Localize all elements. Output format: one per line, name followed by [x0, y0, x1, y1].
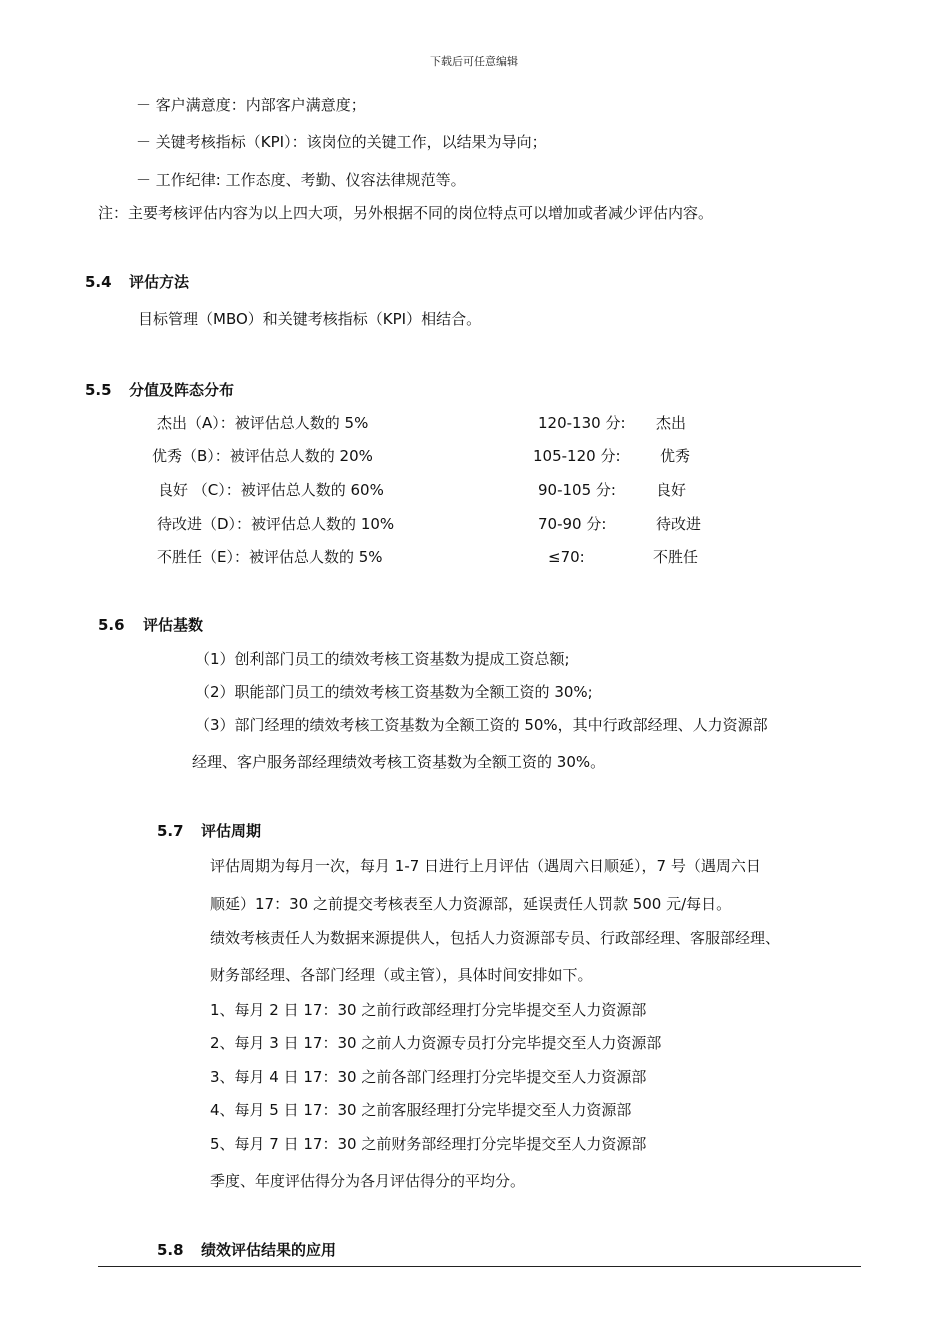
distribution-range: ≤70: [548, 548, 585, 566]
section-number: 5.4 [85, 273, 112, 291]
section-number: 5.5 [85, 381, 112, 399]
distribution-grade: 待改进 [656, 515, 702, 533]
section-number: 5.7 [157, 822, 184, 840]
paragraph: 目标管理（MBO）和关键考核指标（KPI）相结合。 [138, 310, 482, 328]
schedule-item: 4、每月 5 日 17：30 之前客服经理打分完毕提交至人力资源部 [210, 1101, 632, 1119]
section-heading: 评估基数 [143, 616, 204, 634]
bullet-item: － 关键考核指标（KPI）：该岗位的关键工作，以结果为导向； [136, 133, 547, 151]
distribution-label: 杰出（A）：被评估总人数的 5% [157, 414, 369, 432]
section-heading: 评估周期 [201, 822, 262, 840]
bullet-item: － 工作纪律: 工作态度、考勤、仪容法律规范等。 [136, 171, 466, 189]
paragraph-line: 顺延）17：30 之前提交考核表至人力资源部，延误责任人罚款 500 元/每日。 [210, 895, 732, 913]
schedule-item: 2、每月 3 日 17：30 之前人力资源专员打分完毕提交至人力资源部 [210, 1034, 662, 1052]
page-header: 下载后可任意编辑 [430, 55, 518, 68]
section-heading: 评估方法 [129, 273, 190, 291]
paragraph-line: 评估周期为每月一次，每月 1-7 日进行上月评估（遇周六日顺延），7 号（遇周六日 [210, 857, 761, 875]
distribution-range: 90-105 分: [538, 481, 616, 499]
paragraph-line: （1）创利部门员工的绩效考核工资基数为提成工资总额; [195, 650, 570, 668]
distribution-grade: 良好 [656, 481, 687, 499]
distribution-range: 105-120 分: [533, 447, 621, 465]
paragraph-line: 经理、客户服务部经理绩效考核工资基数为全额工资的 30%。 [192, 753, 606, 771]
distribution-label: 待改进（D）：被评估总人数的 10% [157, 515, 395, 533]
section-heading: 分值及阵态分布 [129, 381, 235, 399]
footer-divider [98, 1266, 861, 1267]
distribution-range: 70-90 分: [538, 515, 607, 533]
paragraph-line: （3）部门经理的绩效考核工资基数为全额工资的 50%，其中行政部经理、人力资源部 [195, 716, 768, 734]
distribution-range: 120-130 分: [538, 414, 626, 432]
distribution-grade: 杰出 [656, 414, 687, 432]
schedule-item: 1、每月 2 日 17：30 之前行政部经理打分完毕提交至人力资源部 [210, 1001, 647, 1019]
paragraph-line: 绩效考核责任人为数据来源提供人，包括人力资源部专员、行政部经理、客服部经理、 [210, 929, 781, 947]
paragraph-line: 财务部经理、各部门经理（或主管），具体时间安排如下。 [210, 966, 593, 984]
schedule-item: 5、每月 7 日 17：30 之前财务部经理打分完毕提交至人力资源部 [210, 1135, 647, 1153]
distribution-grade: 不胜任 [653, 548, 699, 566]
paragraph-line: （2）职能部门员工的绩效考核工资基数为全额工资的 30%; [195, 683, 593, 701]
bullet-item: － 客户满意度：内部客户满意度； [136, 96, 366, 114]
paragraph-line: 季度、年度评估得分为各月评估得分的平均分。 [210, 1172, 526, 1190]
distribution-label: 不胜任（E）：被评估总人数的 5% [157, 548, 383, 566]
section-number: 5.8 [157, 1241, 184, 1259]
schedule-item: 3、每月 4 日 17：30 之前各部门经理打分完毕提交至人力资源部 [210, 1068, 647, 1086]
section-heading: 绩效评估结果的应用 [201, 1241, 337, 1259]
distribution-label: 优秀（B）：被评估总人数的 20% [152, 447, 373, 465]
note-text: 注：主要考核评估内容为以上四大项，另外根据不同的岗位特点可以增加或者减少评估内容。 [98, 204, 714, 222]
section-number: 5.6 [98, 616, 125, 634]
distribution-label: 良好 （C）：被评估总人数的 60% [158, 481, 384, 499]
distribution-grade: 优秀 [660, 447, 691, 465]
